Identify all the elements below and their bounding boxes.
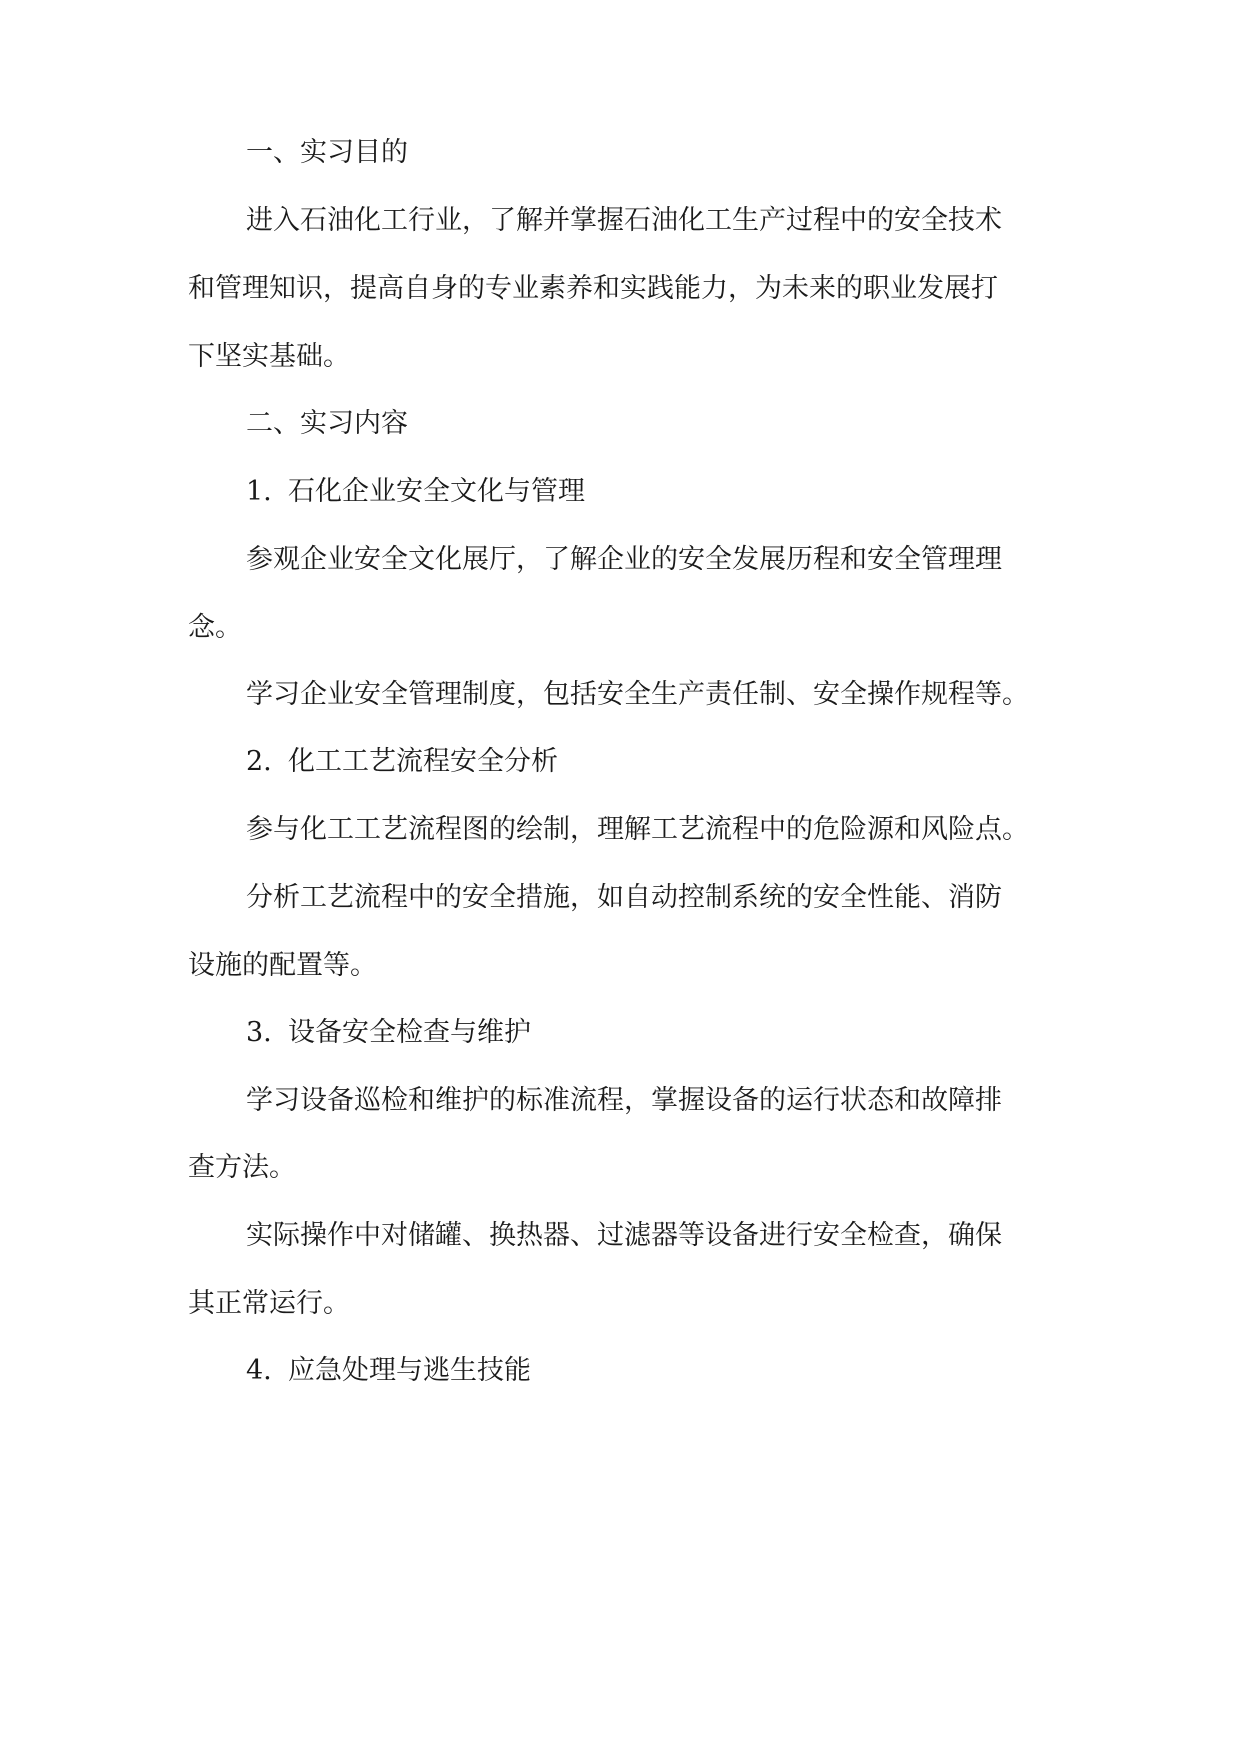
paragraph-line: 学习设备巡检和维护的标准流程，掌握设备的运行状态和故障排: [246, 1085, 1002, 1116]
paragraph-line: 查方法。: [188, 1152, 296, 1183]
paragraph-line: 进入石油化工行业，了解并掌握石油化工生产过程中的安全技术: [246, 205, 1002, 236]
section-heading-content: 二、实习内容: [246, 408, 408, 439]
item-title: 应急处理与逃生技能: [288, 1355, 531, 1386]
item-number: 3.: [246, 1017, 272, 1048]
paragraph-line: 念。: [188, 612, 242, 643]
paragraph-line: 参观企业安全文化展厅，了解企业的安全发展历程和安全管理理: [246, 544, 1002, 575]
paragraph-line: 实际操作中对储罐、换热器、过滤器等设备进行安全检查，确保: [246, 1220, 1002, 1251]
item-number: 2.: [246, 746, 272, 777]
item-heading-3: [246, 1016, 1126, 1050]
paragraph-line: 分析工艺流程中的安全措施，如自动控制系统的安全性能、消防: [246, 882, 1002, 913]
item-title: 设备安全检查与维护: [288, 1017, 531, 1048]
item-heading-4: [246, 1354, 1126, 1388]
item-heading-1: [246, 475, 1126, 509]
section-heading-purpose: 一、实习目的: [246, 137, 408, 168]
paragraph-line: 学习企业安全管理制度，包括安全生产责任制、安全操作规程等。: [246, 679, 1029, 710]
paragraph-line: 设施的配置等。: [188, 950, 377, 981]
paragraph-line: 和管理知识，提高自身的专业素养和实践能力，为未来的职业发展打: [188, 273, 998, 304]
item-title: 化工工艺流程安全分析: [288, 746, 558, 777]
item-number: 4.: [246, 1355, 272, 1386]
paragraph-line: 参与化工工艺流程图的绘制，理解工艺流程中的危险源和风险点。: [246, 814, 1029, 845]
paragraph-line: 下坚实基础。: [188, 341, 350, 372]
item-heading-2: [246, 745, 1126, 779]
item-number: 1.: [246, 476, 272, 507]
paragraph-line: 其正常运行。: [188, 1288, 350, 1319]
item-title: 石化企业安全文化与管理: [288, 476, 585, 507]
